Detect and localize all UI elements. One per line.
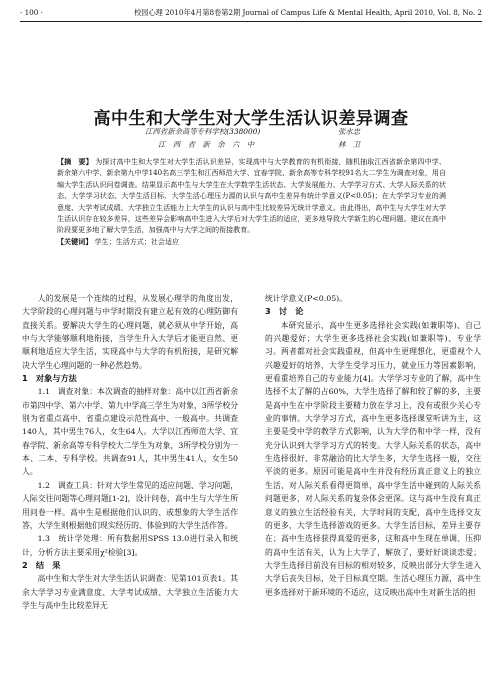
journal-citation: 校园心理 2010年4月第8卷第2期 Journal of Campus Life & Mental Health, April 2010, Vol. 8, No. 2	[134, 8, 482, 17]
affiliation-2-author: 林 卫	[338, 140, 361, 149]
affiliation-1-author: 张水忠	[338, 127, 361, 136]
body-paragraph: 统计学意义(P<0.05)。	[265, 294, 348, 303]
abstract-label: 【摘 要】	[57, 157, 93, 166]
body-paragraph: 本研究显示，高中生更多选择社会实践(如兼职等)、自己的兴趣爱好；大学生更多选择社会实践(如兼职等)、专业学习。两者都对社会实践重视，但高中生更理想化，更重视个人兴趣爱好的培养，大学生受学习压力，就业压力等因素影响，更看重培养自己的专业能力[4]。大学学习专业的了解，高中生选择不太了解的占60%，大学生选择了解和较了解的多，主要是高中生在中学阶段主要精力放在学习上，没有或很少关心专业的事情。大学学习方式，高中生更多选择课堂听讲为主，这主要是受中学的教学方式影响，认为大学仍和中学一样，没有充分认识到大学学习方式的转变。大学人际关系的状态，高中生选择很好、非常融洽的比大学生多，大学生选择一般，交往平淡的更多。原因可能是高中生并没有经历真正意义上的独立生活，对人际关系看得更简单，高中学生活中碰到的人际关系问题更多，对人际关系的复杂体会更深。这与高中生没有真正意义的独立生活经验有关，大学时间的支配，高中生选择交友的更多，大学生选择游戏的更多。大学生活目标，差异主要存在；高中生选择获得真爱的更多，这和高中生现在单调、压抑的高中生活有关，认为上大学了，解放了，要好好谈谈恋爱；大学生选择目前没有目标的相对较多，反映出部分大学生进入大学后丧失目标，处于目标真空期。生活心理压力源，高中生更多选择对于新环境的不适应，这反映出高中生对新生活的担	[265, 320, 481, 597]
affiliation-2-org: 江 西 省 新 余 六 中	[158, 140, 255, 149]
section-heading: 3 讨 论	[265, 306, 304, 317]
article-title: 高中生和大学生对大学生活认识差异调查	[93, 109, 409, 129]
body-left-column	[22, 292, 238, 612]
body-paragraph: 1.2 调查工具：针对大学生常见的适应问题、学习问题，人际交往问题等心理问题[1-2]，设计问卷，高中生与大学生所用问卷一样。高中生是根据他们认识的、或想象的大学生活作答，大学生则根据他们现实经历的、体验到的大学生活作答。	[22, 480, 238, 530]
body-paragraph: 1.3 统计学处理：所有数据用SPSS 13.0进行录入和统计，分析方法主要采用χ²检验[3]。	[22, 534, 238, 557]
section-heading: 2 结 果	[22, 559, 61, 570]
affiliation-1-org: 江西省新余高等专科学校(338000)	[145, 127, 261, 136]
abstract-paragraph	[57, 156, 446, 236]
page-number: · 100 ·	[20, 8, 43, 17]
body-paragraph: 高中生和大学生对大学生活认识调查：见第101页表1。其余大学学习专业满意度、大学考试成绩、大学独立生活能力大学生与高中生比较差异无	[22, 574, 238, 610]
keywords-line	[57, 236, 446, 247]
body-paragraph: 1.1 调查对象：本次调查的抽样对象：高中以江西省新余市第四中学、第六中学、第九中学高三学生为对象，3所学校分别为省重点高中、省重点建设示范性高中、一般高中。共调查140人，其中男生76人，女生64人。大学以江西师范大学、宜春学院、新余高等专科学校大二学生为对象，3所学校分别为一本、二本、专科学校。共调查91人，其中男生41人，女生50人。	[22, 387, 238, 477]
running-header	[20, 6, 482, 20]
body-paragraph: 人的发展是一个连续的过程，从发展心理学的角度出发，大学阶段的心理问题与中学时期没有建立起有效的心理防御有直接关系。要解决大学生的心理问题，就必须从中学开始，高中与大学能够顺利地衔接，当学生升入大学后才能更自然、更顺利地适应大学生活，实现高中与大学的有机衔接，是研究解决大学生心理问题的一种必然趋势。	[22, 294, 238, 370]
body-right-column	[265, 292, 481, 599]
keywords-label: 【关键词】	[57, 236, 93, 246]
keywords-text: 学生；生活方式；社会适应	[94, 236, 180, 246]
header-rule	[20, 21, 482, 22]
abstract-block	[57, 156, 446, 247]
section-heading: 1 对象与方法	[22, 373, 77, 384]
abstract-text: 为探讨高中生和大学生对大学生活认识差异，实现高中与大学教育的有机衔接，随机抽取江西省新余第四中学、新余第六中学、新余第九中学140名高三学生和江西师范大学、宜春学院、新余高等专科学校91名大二学生为调查对象，用自编大学生活认识问卷调查。结果显示高中生与大学生在大学数学生活状态、大学发展能力、大学学习方式、大学人际关系的状态、大学学习状态、大学生活目标、大学生活心理压力源的认识与高中生差异有统计学意义(P<0.05)；在大学学习专业的满意度、大学考试成绩、大学独立生活能力上大学生的认识与高中生比较差异无统计学意义。由此得出，高中生与大学生对大学生活认识存在较多差异，这些差异会影响高中生进入大学后对大学生活的适应，更多地导致大学新生的心理问题。建议在高中阶段要更多地了解大学生活，加强高中与大学之间的衔接教育。	[57, 157, 446, 235]
